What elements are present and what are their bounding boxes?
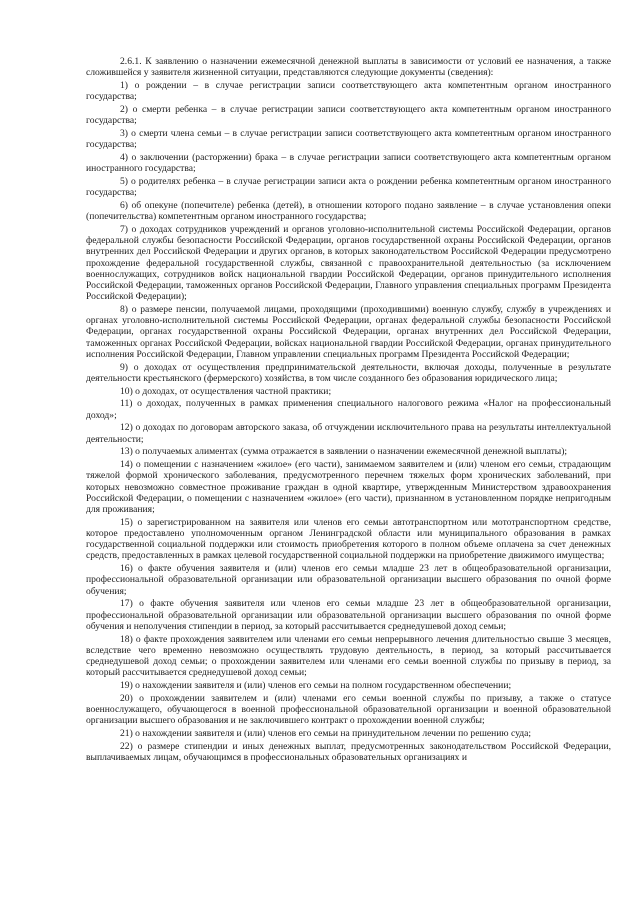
paragraph-text: 21) о нахождении заявителя и (или) членов его семьи на принудительном лечении по решению суда;	[120, 728, 532, 740]
paragraph-text: 6) об опекуне (попечителе) ребенка (детей), в отношении которого подано заявление – в случае установления опеки (попечительства) компетентным органом иностранного государства;	[86, 200, 611, 223]
paragraph	[86, 304, 611, 360]
paragraph	[86, 56, 611, 78]
paragraph-text: 22) о размере стипендии и иных денежных выплат, предусмотренных законодательством Российской Федерации, выплачиваемых лицам, обучающимся в профессиональных образовательных организациях и	[86, 740, 611, 764]
paragraph-text: 8) о размере пенсии, получаемой лицами, проходящими (проходившими) военную службу, службу в учреждениях и органах уголовно-исполнительной системы Российской Федерации, органах федеральной службы безопасности Российской Федерации, органах государственной охраны Российской Федерации, органах внутренних дел Российской Федерации, таможенных органах Российской Федерации, войсках национальной гвардии Российской Федерации, органах принудительного исполнения Российской Федерации, Главном управлении специальных программ Президента Российской Федерации;	[86, 304, 611, 360]
paragraph-text: 16) о факте обучения заявителя и (или) членов его семьи младше 23 лет в общеобразовательной организации, профессиональной образовательной организации или образовательной организации высшего образования по очной форме обучения;	[86, 563, 611, 597]
paragraph	[86, 563, 611, 597]
paragraph-text: 17) о факте обучения заявителя или членов его семьи младше 23 лет в общеобразовательной организации, профессиональной образовательной организации или образовательной организации высшего образования по очной форме обучения и неполучения стипендии в период, за который рассчитывается среднедушевой доход семьи;	[86, 598, 611, 632]
paragraph	[86, 728, 611, 739]
paragraph	[86, 459, 611, 515]
paragraph-text: 4) о заключении (расторжении) брака – в случае регистрации записи соответствующего акта компетентным органом иностранного государства;	[86, 152, 611, 175]
paragraph	[86, 176, 611, 198]
paragraph-text: 12) о доходах по договорам авторского заказа, об отчуждении исключительного права на результаты интеллектуальной деятельности;	[86, 422, 611, 445]
paragraph-text: 14) о помещении с назначением «жилое» (его части), занимаемом заявителем и (или) членом его семьи, страдающим тяжелой формой хронического заболевания, предусмотренного перечнем тяжелых форм хронических заболеваний, при которых невозможно совместное проживание граждан в одной квартире, утвержденным Министерством здравоохранения Российской Федерации, о помещении с назначением «жилое» (его части), признанном в установленном порядке непригодным для проживания;	[86, 459, 611, 516]
paragraph	[86, 598, 611, 632]
paragraph	[86, 741, 611, 763]
paragraph-text: 13) о получаемых алиментах (сумма отражается в заявлении о назначении ежемесячной денежной выплаты);	[120, 446, 568, 458]
paragraph-text: 2.6.1. К заявлению о назначении ежемесячной денежной выплаты в зависимости от условий ее назначения, а также сложившейся у заявителя жизненной ситуации, представляются следующие документы (сведения):	[86, 56, 611, 79]
paragraph-text: 1) о рождении – в случае регистрации записи соответствующего акта компетентным органом иностранного государства;	[86, 80, 611, 103]
paragraph	[86, 362, 611, 384]
paragraph	[86, 104, 611, 126]
paragraph-text: 15) о зарегистрированном на заявителя или членов его семьи автотранспортном или мототранспортном средстве, которое предоставлено уполномоченным органом Ленинградской области или муниципального образования в рамках государственной социальной поддержки или стоимость приобретения которого в полном объеме оплачена за счет денежных средств, предоставленных в рамках целевой государственной социальной поддержки на приобретение движимого имущества;	[86, 516, 611, 562]
paragraph	[86, 398, 611, 420]
paragraph-text: 11) о доходах, полученных в рамках применения специального налогового режима «Налог на профессиональный доход»;	[86, 398, 611, 421]
paragraph	[86, 200, 611, 222]
paragraph	[86, 80, 611, 102]
paragraph-text: 18) о факте прохождения заявителем или членами его семьи непрерывного лечения длительностью свыше 3 месяцев, вследствие чего временно невозможно осуществлять трудовую деятельность, в период, за который рассчитывается среднедушевой доход семьи; о прохождении заявителем или членами его семьи военной службы по призыву в период, за который рассчитывается среднедушевой доход семьи;	[86, 633, 611, 679]
paragraph	[86, 422, 611, 444]
paragraph	[86, 680, 611, 691]
paragraph-text: 5) о родителях ребенка – в случае регистрации записи акта о рождении ребенка компетентным органом иностранного государства;	[86, 176, 611, 199]
paragraph	[86, 128, 611, 150]
paragraph-text: 19) о нахождении заявителя и (или) членов его семьи на полном государственном обеспечении;	[120, 680, 512, 692]
document-page	[86, 56, 611, 765]
paragraph-text: 10) о доходах, от осуществления частной практики;	[120, 385, 332, 397]
paragraph-text: 7) о доходах сотрудников учреждений и органов уголовно-исполнительной системы Российской Федерации, органов федеральной службы безопасности Российской Федерации, органов государственной охраны Российской Федерации, органов внутренних дел Российской Федерации и других органов, в которых законодательством Российской Федерации предусмотрено прохождение федеральной государственной службы, связанной с правоохранительной деятельностью (за исключением военнослужащих, сотрудников войск национальной гвардии Российской Федерации, органов принудительного исполнения Российской Федерации, таможенных органов Российской Федерации, Главного управления специальных программ Президента Российской Федерации);	[86, 224, 611, 303]
paragraph	[86, 634, 611, 679]
paragraph	[86, 446, 611, 457]
paragraph	[86, 693, 611, 727]
paragraph	[86, 224, 611, 302]
paragraph	[86, 386, 611, 397]
paragraph-text: 20) о прохождении заявителем и (или) членами его семьи военной службы по призыву, а также о статусе военнослужащего, обучающегося в военной профессиональной образовательной организации и военной образовательной организации высшего образования и не заключившего контракт о прохождении военной службы;	[86, 692, 611, 727]
paragraph-text: 9) о доходах от осуществления предпринимательской деятельности, включая доходы, полученные в результате деятельности крестьянского (фермерского) хозяйства, в том числе созданного без образования юридического лица;	[86, 361, 611, 384]
paragraph	[86, 517, 611, 562]
paragraph	[86, 152, 611, 174]
paragraph-text: 3) о смерти члена семьи – в случае регистрации записи соответствующего акта компетентным органом иностранного государства;	[86, 128, 611, 151]
paragraph-text: 2) о смерти ребенка – в случае регистрации записи соответствующего акта компетентным органом иностранного государства;	[86, 104, 611, 127]
